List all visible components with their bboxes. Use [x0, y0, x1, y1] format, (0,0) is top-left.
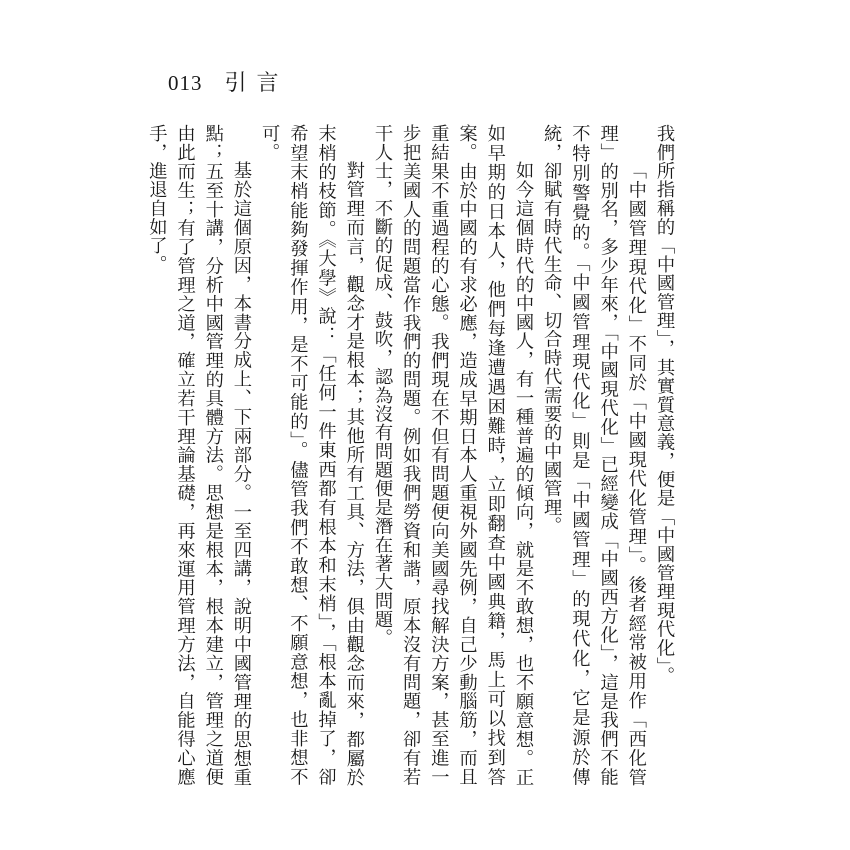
- body-text: [142, 124, 678, 786]
- paragraph-5: 基於這個原因，本書分成上、下兩部分。一至四講，說明中國管理的思想重點；五至十講，分析中國管理的具體方法。思想是根本，根本建立，管理之道便由此而生；有了管理之道，確立若干理論基礎，再來運用管理方法，自能得心應手，進退自如了。: [146, 124, 252, 786]
- paragraph-4: 對管理而言，觀念才是根本；其他所有工具、方法，俱由觀念而來，都屬於末梢的枝節。《大學》說：「任何一件東西都有根本和末梢」，「根本亂掉了，卻希望末梢能夠發揮作用，是不可能的」。儘管我們不敢想、不願意想，也非想不可。: [259, 124, 365, 786]
- paragraph-3: 如今這個時代的中國人，有一種普遍的傾向，就是不敢想，也不願意想。正如早期的日本人，他們每逢遭遇困難時，立即翻查中國典籍，馬上可以找到答案。由於中國的有求必應，造成早期日本人重視外國先例，自己少動腦筋，而且重結果不重過程的心態。我們現在不但有問題便向美國尋找解決方案，甚至進一步把美國人的問題當作我們的問題。例如我們勞資和諧，原本沒有問題，卻有若干人士，不斷的促成、鼓吹，認為沒有問題便是潛在著大問題。: [371, 124, 534, 786]
- chapter-title: 引言: [224, 71, 289, 96]
- running-header: [168, 66, 289, 97]
- page-number: 013: [168, 71, 203, 95]
- paragraph-2: 「中國管理現代化」不同於「中國現代化管理」。後者經常被用作「西化管理」的別名，多少年來，「中國現代化」已經變成「中國西方化」，這是我們不能不特別警覺的。「中國管理現代化」則是「中國管理」的現代化，它是源於傳統，卻賦有時代生命、切合時代需要的中國管理。: [541, 124, 647, 786]
- paragraph-1: 我們所指稱的「中國管理」，其實質意義，便是「中國管理現代化」。: [654, 124, 675, 686]
